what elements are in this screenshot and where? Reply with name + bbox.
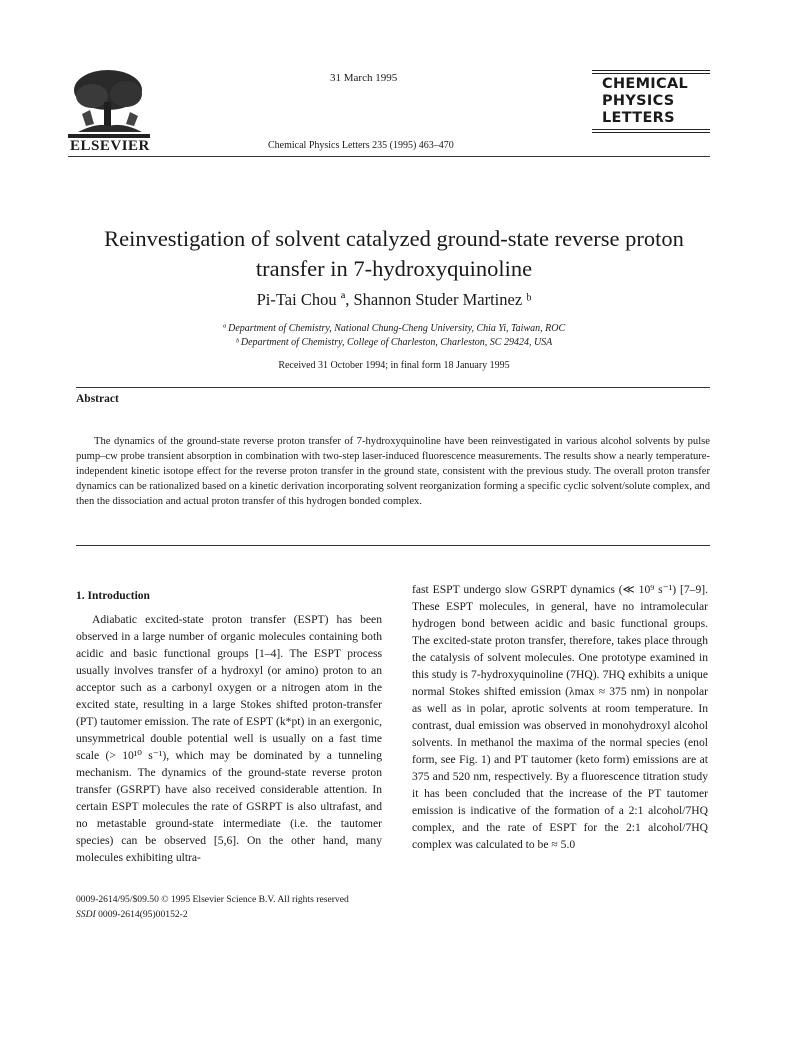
abstract-bottom-rule (76, 545, 710, 546)
received-dates: Received 31 October 1994; in final form 18 January 1995 (278, 360, 510, 371)
affiliation-b: ᵇ Department of Chemistry, College of Charleston, Charleston, SC 29424, USA (235, 337, 553, 348)
section-heading-introduction: 1. Introduction (76, 590, 150, 602)
title-line-1: Reinvestigation of solvent catalyzed ground-state reverse proton (104, 226, 684, 251)
elsevier-tree-logo (68, 66, 150, 138)
journal-masthead (592, 68, 710, 135)
affiliation-a: ª Department of Chemistry, National Chung-Cheng University, Chia Yi, Taiwan, ROC (222, 323, 566, 334)
issue-date: 31 March 1995 (330, 72, 398, 84)
abstract-text: The dynamics of the ground-state reverse proton transfer of 7-hydroxyquinoline have been reinvestigated in various alcohol solvents by pulse pump–cw probe transient absorption in combination with two-step laser-induced fluorescence measurements. The results show a nearly temperature-independent kinetic isotope effect for the reverse proton transfer in the ground state, consistent with the previous study. The overall proton transfer dynamics can be rationalized based on a kinetic derivation incorporating solvent reorganization forming a specific cyclic solvent/solute complex, and then the dissociation and actual proton transfer of this hydrogen bonded complex. (76, 436, 710, 507)
header-divider (68, 156, 710, 157)
journal-name-line1: CHEMICAL (602, 76, 689, 92)
abstract-heading: Abstract (76, 393, 119, 405)
article-authors: Pi-Tai Chou ª, Shannon Studer Martinez ᵇ (256, 290, 532, 309)
body-column-right: fast ESPT undergo slow GSRPT dynamics (≪ 10⁹ s⁻¹) [7–9]. These ESPT molecules, in general, have no intramolecular hydrogen bond between acidic and basic functional groups. The excited-state proton transfer, therefore, takes place through the catalysis of solvent molecules. One prototype examined in this study is 7-hydroxyquinoline (7HQ). 7HQ exhibits a unique normal Stokes shifted emission (λmax ≈ 375 nm) in nonpolar as well as in polar, aprotic solvents at room temperature. In contrast, dual emission was observed in monohydroxyl alcohol solvents. In methanol the maxima of the normal species (enol form, see Fig. 1) and PT tautomer (keto form) emissions are at 375 and 520 nm, respectively. By a fluorescence titration study it has been concluded that the increase of the PT tautomer emission is indicative of the formation of a 2:1 alcohol/7HQ complex, and the rate of ESPT for the 2:1 alcohol/7HQ complex was calculated to be ≈ 5.0 (412, 583, 708, 851)
article-title (60, 224, 728, 284)
ssdi-number: 0009-2614(95)00152-2 (98, 909, 188, 920)
abstract-top-rule (76, 387, 710, 388)
body-column-left: Adiabatic excited-state proton transfer (ESPT) has been observed in a large number of organic molecules containing both acidic and basic functional groups [1–4]. The ESPT process usually involves transfer of a hydroxyl (or amino) proton to an acceptor such as a carbonyl oxygen or a nitrogen atom in the excited state, resulting in a large Stokes shifted proton-transfer (PT) tautomer emission. The rate of ESPT (k*pt) in an exergonic, unsymmetrical double potential well is usually on a fast time scale (> 10¹⁰ s⁻¹), which may be dominated by a tunneling mechanism. The dynamics of the ground-state reverse proton transfer (GSRPT) have also received considerable attention. In certain ESPT molecules the rate of GSRPT is also ultrafast, and no metastable ground-state intermediate (i.e. the tautomer species) can be observed [5,6]. On the other hand, many molecules exhibiting ultra- (76, 613, 382, 864)
journal-name-line2: PHYSICS (602, 93, 675, 109)
ssdi-label: SSDI (76, 909, 96, 920)
copyright-line: 0009-2614/95/$09.50 © 1995 Elsevier Science B.V. All rights reserved (76, 894, 349, 905)
journal-name-line3: LETTERS (602, 110, 675, 126)
publisher-name: ELSEVIER (70, 138, 150, 154)
ssdi-line (76, 909, 188, 920)
journal-citation: Chemical Physics Letters 235 (1995) 463–470 (268, 140, 454, 151)
title-line-2: transfer in 7-hydroxyquinoline (255, 256, 533, 281)
